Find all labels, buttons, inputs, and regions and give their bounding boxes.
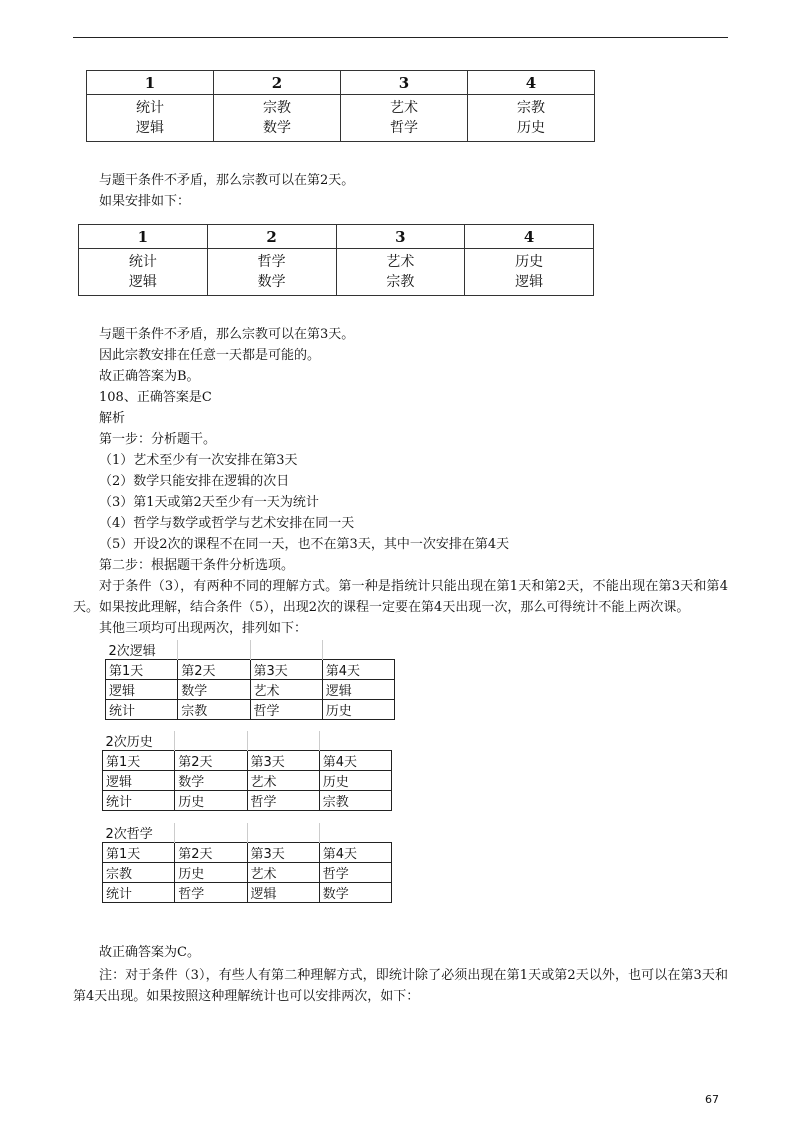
- grid-cell: 统计: [103, 883, 175, 903]
- header-rule: [73, 37, 728, 38]
- page-number: 67: [705, 1093, 719, 1106]
- table-cell: 宗教 数学: [214, 95, 341, 142]
- table-cell: 历史 逻辑: [465, 249, 594, 296]
- table-cell: 艺术 哲学: [341, 95, 468, 142]
- arrangement-grid-philosophy: [102, 823, 392, 903]
- table-header-cell: 3: [336, 225, 465, 249]
- grid-cell: 艺术: [247, 863, 319, 883]
- table-header-cell: 1: [87, 71, 214, 95]
- grid-cell: 第2天: [175, 751, 247, 771]
- grid-cell: 历史: [319, 771, 391, 791]
- table-header-cell: 4: [465, 225, 594, 249]
- grid-cell: 哲学: [247, 791, 319, 811]
- grid-cell: 第4天: [319, 843, 391, 863]
- text-line: 因此宗教安排在任意一天都是可能的。: [99, 348, 321, 363]
- condition-line: （5）开设2次的课程不在同一天，也不在第3天，其中一次安排在第4天: [99, 537, 510, 552]
- grid-cell: 历史: [322, 700, 394, 720]
- text-line: 其他三项均可出现两次，排列如下：: [99, 621, 308, 636]
- grid-caption: 2次历史: [105, 735, 153, 750]
- grid-caption: 2次哲学: [105, 827, 153, 842]
- analysis-heading: 解析: [99, 411, 126, 426]
- step-heading: 第二步：根据题干条件分析选项。: [99, 558, 295, 573]
- text-line: 故正确答案为B。: [99, 369, 200, 384]
- table-cell: 统计 逻辑: [79, 249, 208, 296]
- table-cell: 哲学 数学: [207, 249, 336, 296]
- grid-cell: 第1天: [103, 751, 175, 771]
- grid-cell: 宗教: [103, 863, 175, 883]
- grid-cell: 历史: [175, 863, 247, 883]
- grid-cell: 第1天: [106, 660, 178, 680]
- grid-cell: 数学: [178, 680, 250, 700]
- table-cell: 宗教 历史: [468, 95, 595, 142]
- grid-cell: 艺术: [247, 771, 319, 791]
- grid-cell: 哲学: [319, 863, 391, 883]
- condition-line: （2）数学只能安排在逻辑的次日: [99, 474, 290, 489]
- grid-cell: 艺术: [250, 680, 322, 700]
- grid-cell: 宗教: [178, 700, 250, 720]
- schedule-table-2: [78, 224, 594, 296]
- condition-line: （3）第1天或第2天至少有一天为统计: [99, 495, 319, 510]
- text-line: 如果安排如下：: [99, 194, 191, 209]
- table-cell: 统计 逻辑: [87, 95, 214, 142]
- table-header-cell: 2: [214, 71, 341, 95]
- arrangement-grid-history: [102, 731, 392, 811]
- grid-cell: 第3天: [247, 843, 319, 863]
- grid-cell: 逻辑: [103, 771, 175, 791]
- step-heading: 第一步：分析题干。: [99, 432, 217, 447]
- grid-cell: 数学: [175, 771, 247, 791]
- grid-cell: 哲学: [175, 883, 247, 903]
- text-line: 与题干条件不矛盾，那么宗教可以在第3天。: [99, 327, 355, 342]
- grid-cell: 逻辑: [106, 680, 178, 700]
- table-cell: 艺术 宗教: [336, 249, 465, 296]
- grid-caption: 2次逻辑: [108, 644, 156, 659]
- paragraph: 注：对于条件（3），有些人有第二种理解方式，即统计除了必须出现在第1天或第2天以外，也可以在第3天和第4天出现。如果按照这种理解统计也可以安排两次，如下：: [73, 968, 728, 1004]
- grid-cell: 宗教: [319, 791, 391, 811]
- table-header-cell: 3: [341, 71, 468, 95]
- grid-cell: 第1天: [103, 843, 175, 863]
- paragraph: 对于条件（3），有两种不同的理解方式。第一种是指统计只能出现在第1天和第2天，不能出现在第3天和第4天。如果按此理解，结合条件（5），出现2次的课程一定要在第4天出现一次，那么可得统计不能上两次课。: [73, 579, 728, 615]
- grid-cell: 统计: [106, 700, 178, 720]
- table-header-cell: 4: [468, 71, 595, 95]
- table-header-cell: 2: [207, 225, 336, 249]
- grid-cell: 逻辑: [322, 680, 394, 700]
- grid-cell: 第3天: [250, 660, 322, 680]
- text-line: 故正确答案为C。: [99, 945, 200, 960]
- grid-cell: 第2天: [175, 843, 247, 863]
- table-header-cell: 1: [79, 225, 208, 249]
- grid-cell: 第3天: [247, 751, 319, 771]
- grid-cell: 数学: [319, 883, 391, 903]
- grid-cell: 统计: [103, 791, 175, 811]
- condition-line: （4）哲学与数学或哲学与艺术安排在同一天: [99, 516, 355, 531]
- text-line: 与题干条件不矛盾，那么宗教可以在第2天。: [99, 173, 355, 188]
- grid-cell: 逻辑: [247, 883, 319, 903]
- condition-line: （1）艺术至少有一次安排在第3天: [99, 453, 298, 468]
- grid-cell: 第4天: [322, 660, 394, 680]
- grid-cell: 第4天: [319, 751, 391, 771]
- grid-cell: 历史: [175, 791, 247, 811]
- grid-cell: 哲学: [250, 700, 322, 720]
- arrangement-grid-logic: [105, 640, 395, 720]
- question-answer-line: 108、正确答案是C: [99, 390, 212, 405]
- schedule-table-1: [86, 70, 595, 142]
- grid-cell: 第2天: [178, 660, 250, 680]
